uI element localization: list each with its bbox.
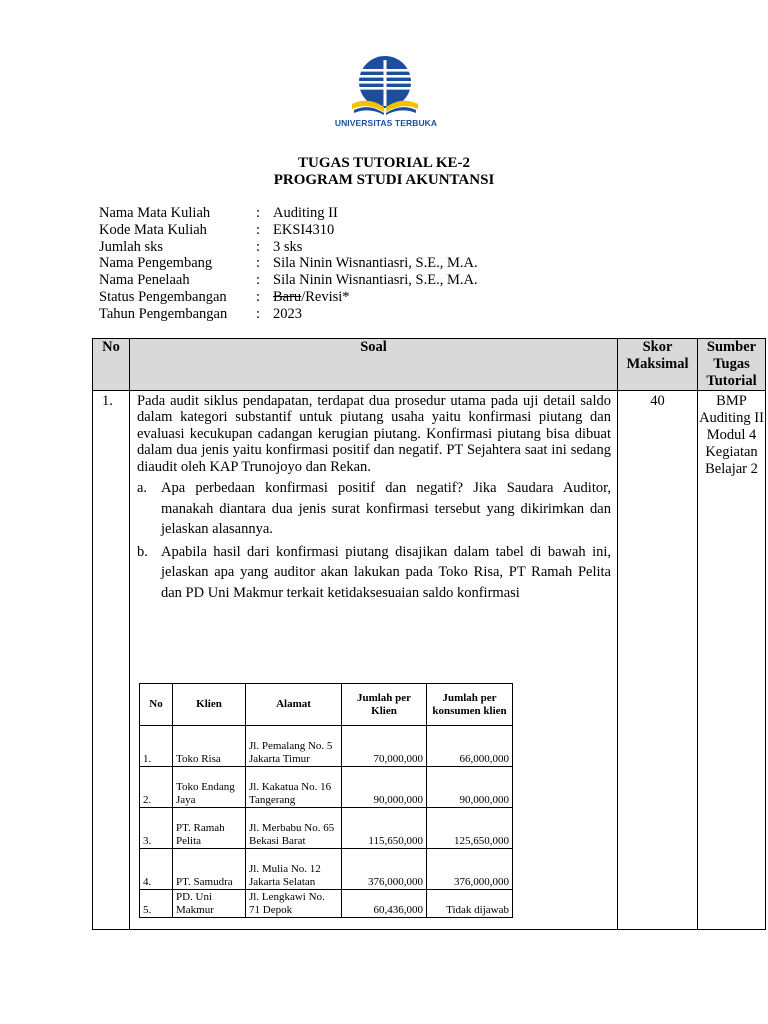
question-intro: Pada audit siklus pendapatan, terdapat dua prosedur utama pada uji detail saldo dalam kategori substantif untuk piutang usaha yaitu konfirmasi piutang dan evaluasi kecukupan cadangan kerugian piutang. Konfirmasi piutang bisa dibuat dalam dua jenis yaitu konfirmasi positif dan negatif. PT Sejahtera saat ini sedang diaudit oleh KAP Trunojoyo dan Rekan. [137,393,611,475]
question-part-b [137,542,611,604]
row-jumlah-klien: 70,000,000 [342,726,427,767]
part-a-label: a. [137,480,148,497]
header-no: No [93,339,130,391]
row-alamat: Jl. Pemalang No. 5 Jakarta Timur [246,726,342,767]
tutorial-source: BMP Auditing II Modul 4 Kegiatan Belajar 2 [698,391,766,930]
meta-colon: : [256,255,261,272]
program-title: PROGRAM STUDI AKUNTANSI [273,172,495,188]
row-jumlah-klien: 60,436,000 [342,890,427,918]
meta-label: Nama Penelaah [99,272,190,289]
course-info-table [99,205,478,323]
meta-colon: : [256,221,261,238]
row-klien: PT. Samudra [173,849,246,890]
col-no: No [140,684,173,726]
row-jumlah-klien: 115,650,000 [342,808,427,849]
meta-value [273,289,478,306]
meta-value: 2023 [273,305,302,322]
row-klien: PD. Uni Makmur [173,890,246,918]
question-table-header [93,339,766,391]
meta-label: Tahun Pengembangan [99,305,228,322]
row-jumlah-konsumen: 125,650,000 [427,808,513,849]
meta-colon: : [256,288,261,305]
meta-colon: : [256,305,261,322]
row-jumlah-konsumen: 376,000,000 [427,849,513,890]
confirmation-header [140,684,513,726]
max-score: 40 [618,391,698,930]
row-no: 2. [140,767,173,808]
question-number: 1. [93,391,130,930]
question-part-a [137,478,611,540]
meta-row [99,239,478,256]
meta-row [99,222,478,239]
meta-row [99,272,478,289]
row-no: 1. [140,726,173,767]
col-jumlah-klien: Jumlah per Klien [342,684,427,726]
row-klien: PT. Ramah Pelita [173,808,246,849]
row-jumlah-konsumen: 90,000,000 [427,767,513,808]
meta-value: EKSI4310 [273,221,335,238]
table-row [140,767,513,808]
row-jumlah-konsumen: Tidak dijawab [427,890,513,918]
part-b-text: Apabila hasil dari konfirmasi piutang disajikan dalam tabel di bawah ini, jelaskan apa yang auditor akan lakukan pada Toko Risa, PT Ramah Pelita dan PD Uni Makmur terkait ketidaksesuaian saldo konfirmasi [161,543,611,601]
meta-label: Kode Mata Kuliah [99,221,207,238]
row-jumlah-klien: 376,000,000 [342,849,427,890]
row-klien: Toko Endang Jaya [173,767,246,808]
table-row [140,890,513,918]
row-alamat: Jl. Kakatua No. 16 Tangerang [246,767,342,808]
row-alamat: Jl. Lengkawi No. 71 Depok [246,890,342,918]
meta-value: 3 sks [273,238,303,255]
meta-colon: : [256,272,261,289]
meta-label: Status Pengembangan [99,288,227,305]
table-row [140,849,513,890]
meta-value: Auditing II [273,205,338,221]
meta-label: Nama Mata Kuliah [99,205,211,221]
row-no: 5. [140,890,173,918]
document-title: TUGAS TUTORIAL KE-2 [298,155,470,171]
meta-value: Sila Ninin Wisnantiasri, S.E., M.A. [273,255,478,272]
col-jumlah-konsumen: Jumlah per konsumen klien [427,684,513,726]
header-skor: Skor Maksimal [618,339,698,391]
meta-row [99,289,478,306]
meta-row [99,306,478,323]
row-no: 3. [140,808,173,849]
status-rest: /Revisi* [301,288,350,305]
col-klien: Klien [173,684,246,726]
row-klien: Toko Risa [173,726,246,767]
col-alamat: Alamat [246,684,342,726]
meta-label: Nama Pengembang [99,255,213,272]
meta-colon: : [256,205,261,221]
table-row [140,726,513,767]
meta-row [99,255,478,272]
table-row [140,808,513,849]
meta-colon: : [256,238,261,255]
header-soal: Soal [130,339,618,391]
university-name: UNIVERSITAS TERBUKA [334,118,438,128]
meta-row [99,205,478,222]
meta-label: Jumlah sks [99,238,164,255]
meta-value: Sila Ninin Wisnantiasri, S.E., M.A. [273,272,478,289]
struck-status: Baru [273,288,302,305]
row-alamat: Jl. Mulia No. 12 Jakarta Selatan [246,849,342,890]
part-a-text: Apa perbedaan konfirmasi positif dan negatif? Jika Saudara Auditor, manakah diantara dua jenis surat konfirmasi tersebut yang dikirimkan dan jelaskan alasannya. [161,480,611,538]
row-alamat: Jl. Merbabu No. 65 Bekasi Barat [246,808,342,849]
header-sumber: Sumber Tugas Tutorial [698,339,766,391]
confirmation-table [139,683,513,918]
row-jumlah-konsumen: 66,000,000 [427,726,513,767]
row-jumlah-klien: 90,000,000 [342,767,427,808]
row-no: 4. [140,849,173,890]
part-b-label: b. [137,543,148,560]
